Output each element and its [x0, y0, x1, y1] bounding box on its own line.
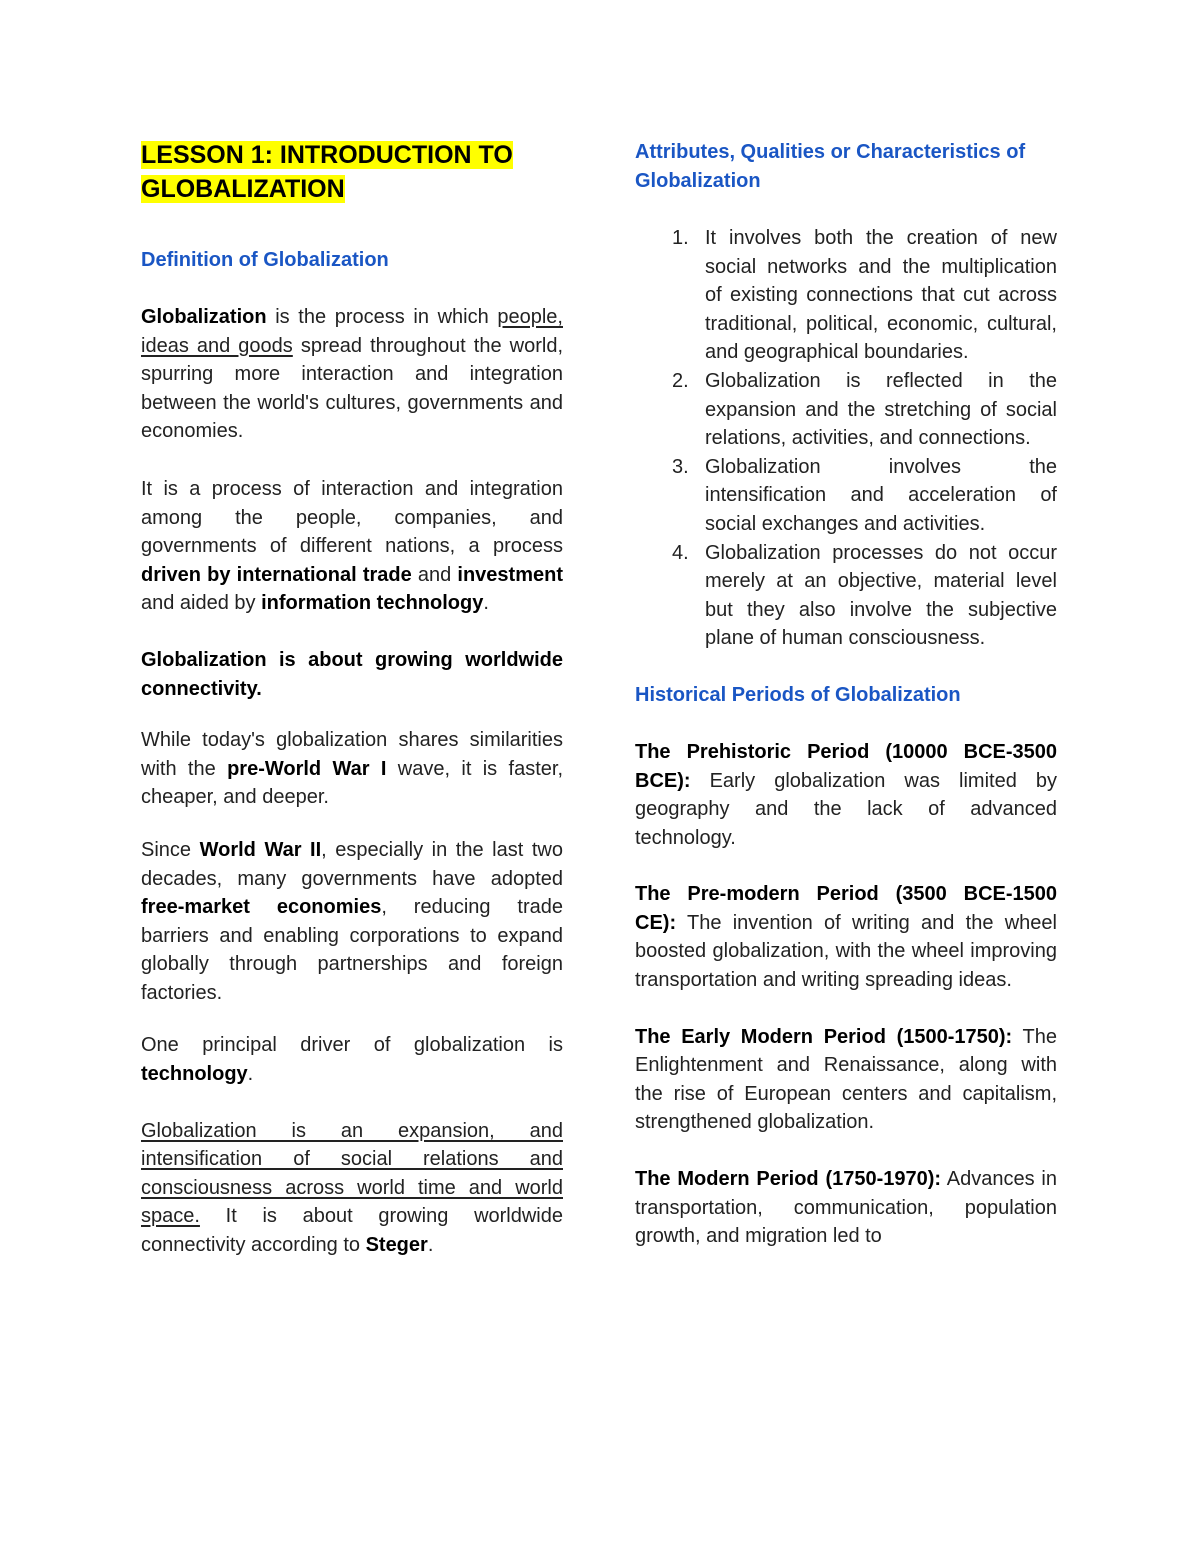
- period-text: Advances in transportation, communication, population growth, and migration led to: [635, 1168, 1057, 1248]
- bold-phrase: information technology: [261, 592, 484, 615]
- bold-statement: Globalization is about growing worldwide connectivity.: [141, 648, 563, 700]
- text-run: , especially in the last two decades, many governments have adopted: [141, 838, 563, 890]
- historical-periods: [635, 710, 1057, 1251]
- text-run: One principal driver of globalization is: [141, 1034, 563, 1057]
- period-title: The Early Modern Period (1500-1750):: [635, 1025, 1013, 1048]
- underlined-phrase: people, ideas and goods: [141, 306, 563, 357]
- definition-paragraph-7: [141, 1117, 563, 1260]
- historical-heading: Historical Periods of Globalization: [635, 683, 961, 706]
- lesson-title-line1: LESSON 1: INTRODUCTION TO: [141, 141, 513, 169]
- list-number: 4.: [672, 541, 689, 564]
- period-paragraph: [635, 738, 1057, 852]
- period-text: The invention of writing and the wheel boosted globalization, with the wheel improving transportation and writing spreading ideas.: [635, 911, 1057, 992]
- text-run: and aided by: [141, 592, 262, 615]
- bold-phrase: World War II: [199, 838, 322, 861]
- text-run: While today's globalization shares similarities with the: [141, 729, 563, 780]
- text-run: It is about growing worldwide connectivity according to: [141, 1205, 563, 1257]
- period-title: The Modern Period (1750-1970):: [635, 1168, 942, 1191]
- list-text: Globalization involves the intensification and acceleration of social exchanges and activities.: [705, 455, 1057, 535]
- text-run: .: [247, 1063, 254, 1086]
- text-run: is the process in which: [266, 306, 498, 328]
- definition-heading: Definition of Globalization: [141, 249, 389, 271]
- text-run: It is a process of interaction and integration among the people, companies, and governments of different nations, a process: [141, 477, 563, 558]
- bold-phrase: Steger: [365, 1234, 428, 1257]
- bold-term: Globalization: [141, 306, 267, 328]
- text-run: and: [411, 563, 458, 586]
- period-paragraph: [635, 1165, 1057, 1251]
- bold-phrase: pre-World War I: [227, 757, 387, 780]
- definition-paragraph-5: [141, 836, 563, 1008]
- attribute-list-item: [635, 224, 1057, 367]
- period-text: The Enlightenment and Renaissance, along with the rise of European centers and capitalism, strengthened globalization.: [635, 1025, 1057, 1134]
- attribute-list-item: [635, 367, 1057, 453]
- underlined-phrase: Globalization is an expansion, and intensification of social relations and consciousness across world time and world space.: [141, 1119, 563, 1228]
- lesson-title: [141, 138, 563, 206]
- bold-phrase: free-market economies: [141, 896, 382, 919]
- definition-paragraph-2: [141, 475, 563, 618]
- attribute-list-item: [635, 539, 1057, 653]
- list-text: It involves both the creation of new social networks and the multiplication of existing connections that cut across traditional, political, economic, cultural, and geographical boundaries.: [705, 227, 1057, 364]
- text-run: .: [427, 1234, 434, 1257]
- list-text: Globalization is reflected in the expansion and the stretching of social relations, activities, and connections.: [705, 369, 1057, 450]
- list-number: 2.: [672, 369, 689, 392]
- period-text: Early globalization was limited by geography and the lack of advanced technology.: [635, 769, 1057, 849]
- text-run: wave, it is faster, cheaper, and deeper.: [141, 757, 564, 809]
- text-run: , reducing trade barriers and enabling corporations to expand globally through partnerships and foreign factories.: [141, 896, 563, 1004]
- attributes-heading: Attributes, Qualities or Characteristics of Globalization: [635, 141, 1026, 192]
- right-column: [635, 138, 1057, 1251]
- text-run: .: [483, 592, 489, 615]
- text-run: spread throughout the world, spurring more interaction and integration between the world's cultures, governments and economies.: [141, 334, 563, 443]
- period-title: The Pre-modern Period (3500 BCE-1500 CE):: [635, 883, 1057, 934]
- attributes-list: [635, 224, 1057, 653]
- period-title: The Prehistoric Period (10000 BCE-3500 BCE):: [635, 740, 1057, 792]
- lesson-title-line2: GLOBALIZATION: [141, 175, 345, 203]
- definition-paragraph-4: [141, 726, 563, 812]
- definition-paragraph-3: [141, 646, 563, 703]
- attribute-list-item: [635, 453, 1057, 539]
- bold-phrase: driven by international trade: [141, 563, 412, 586]
- period-paragraph: [635, 880, 1057, 994]
- left-column: [141, 138, 563, 1260]
- definition-paragraph-1: [141, 303, 563, 446]
- list-number: 1.: [672, 227, 689, 249]
- text-run: Since: [141, 838, 200, 861]
- bold-phrase: investment: [457, 563, 563, 586]
- period-paragraph: [635, 1023, 1057, 1137]
- list-text: Globalization processes do not occur merely at an objective, material level but they also involve the subjective plane of human consciousness.: [705, 541, 1057, 650]
- bold-phrase: technology: [141, 1063, 248, 1086]
- definition-paragraph-6: [141, 1031, 563, 1088]
- list-number: 3.: [672, 455, 689, 478]
